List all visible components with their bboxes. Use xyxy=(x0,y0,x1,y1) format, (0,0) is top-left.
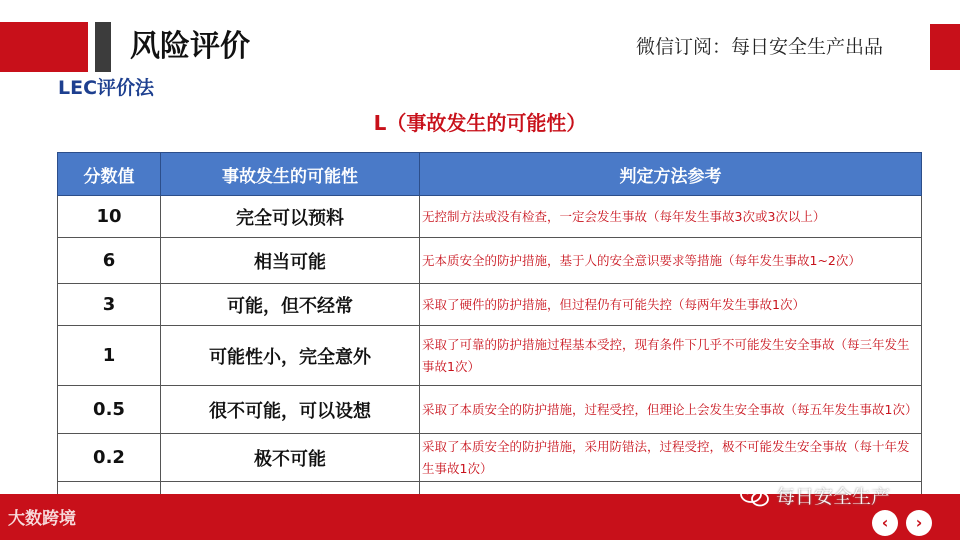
method-cell: 无控制方法或没有检查，一定会发生事故（每年发生事故3次或3次以上） xyxy=(420,196,922,238)
method-cell: 无本质安全的防护措施，基于人的安全意识要求等措施（每年发生事故1~2次） xyxy=(420,238,922,284)
watermark-left: 大数跨境 xyxy=(8,509,76,529)
possibility-cell: 极不可能 xyxy=(161,434,420,482)
table-row xyxy=(58,434,922,482)
method-cell: 采取了本质安全的防护措施，采用防错法，过程受控，极不可能发生安全事故（每十年发生事故1次） xyxy=(420,434,922,482)
score-cell: 10 xyxy=(58,196,161,238)
score-cell: 1 xyxy=(58,326,161,386)
header-red-bar-right xyxy=(930,24,960,70)
possibility-cell: 很不可能，可以设想 xyxy=(161,386,420,434)
score-cell: 0.5 xyxy=(58,386,161,434)
table-row xyxy=(58,386,922,434)
table-row xyxy=(58,238,922,284)
possibility-cell: 完全可以预料 xyxy=(161,196,420,238)
score-cell: 6 xyxy=(58,238,161,284)
header-gray-accent xyxy=(95,22,111,72)
method-cell: 采取了可靠的防护措施过程基本受控，现有条件下几乎不可能发生安全事故（每三年发生事故1次） xyxy=(420,326,922,386)
table-row xyxy=(58,326,922,386)
column-header-possibility: 事故发生的可能性 xyxy=(161,153,420,196)
score-cell: 3 xyxy=(58,284,161,326)
subscription-text: 微信订阅：每日安全生产出品 xyxy=(636,36,884,58)
table-title: L（事故发生的可能性） xyxy=(373,111,587,135)
table-row xyxy=(58,196,922,238)
lec-table xyxy=(57,152,922,524)
method-cell: 采取了本质安全的防护措施，过程受控，但理论上会发生安全事故（每五年发生事故1次） xyxy=(420,386,922,434)
next-slide-button[interactable]: › xyxy=(906,510,932,536)
method-label: LEC评价法 xyxy=(58,77,155,99)
score-cell: 0.2 xyxy=(58,434,161,482)
column-header-method: 判定方法参考 xyxy=(420,153,922,196)
possibility-cell: 相当可能 xyxy=(161,238,420,284)
table-row xyxy=(58,284,922,326)
possibility-cell: 可能性小，完全意外 xyxy=(161,326,420,386)
method-cell: 采取了硬件的防护措施，但过程仍有可能失控（每两年发生事故1次） xyxy=(420,284,922,326)
header-red-bar-left xyxy=(0,22,88,72)
table-header-row xyxy=(58,153,922,196)
possibility-cell: 可能，但不经常 xyxy=(161,284,420,326)
column-header-score: 分数值 xyxy=(58,153,161,196)
watermark-right-text: 每日安全生产 xyxy=(776,486,891,508)
slide-title: 风险评价 xyxy=(130,29,250,64)
watermark-right xyxy=(740,482,890,509)
prev-slide-button[interactable]: ‹ xyxy=(872,510,898,536)
wechat-icon xyxy=(740,485,770,507)
